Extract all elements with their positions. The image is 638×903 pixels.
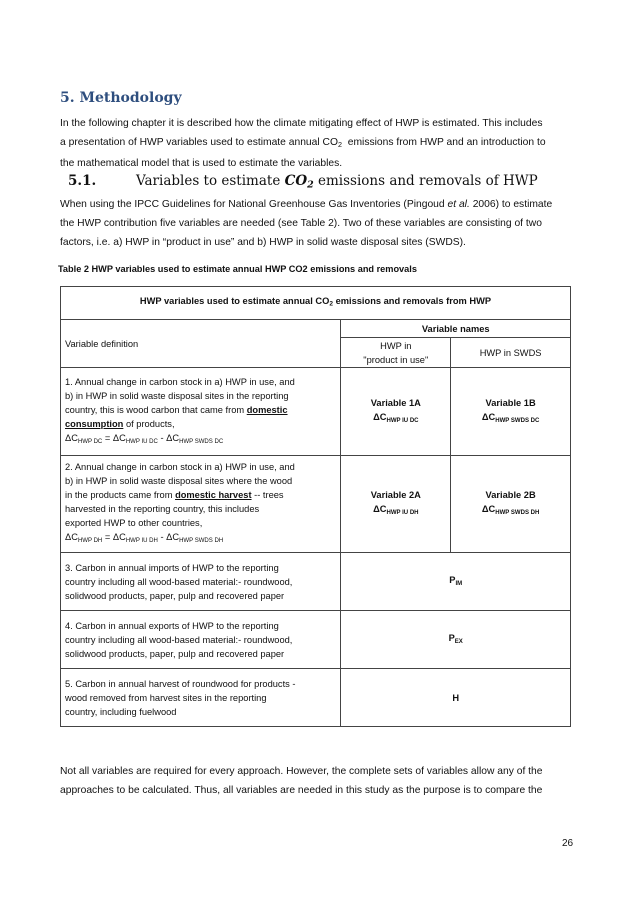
section-heading xyxy=(60,90,182,106)
sub-line-3: factors, i.e. a) HWP in “product in use” and b) HWP in solid waste disposal sites (SWDS). xyxy=(60,237,466,248)
subsection-number: 5.1. xyxy=(68,173,97,189)
table-title-row xyxy=(61,287,571,320)
table-caption: Table 2 HWP variables used to estimate annual HWP CO2 emissions and removals xyxy=(58,264,417,274)
table-row xyxy=(61,456,571,553)
row4-definition: 4. Carbon in annual exports of HWP to the reporting country including all wood-based material:- roundwood, solidwood products, paper, pulp and recovered paper xyxy=(61,611,341,669)
subsection-heading: 5.1. Variables to estimate $CO_2$ emissions and removals of HWP xyxy=(68,173,538,191)
sub-line-1: When using the IPCC Guidelines for National Greenhouse Gas Inventories (Pingoud et al. 2006) to estimate xyxy=(60,199,553,210)
row2-definition: 2. Annual change in carbon stock in a) HWP in use, and b) in HWP in solid waste disposal sites where the wood in the products came from domestic harvest -- trees harvested in the reporting country, this includes exported HWP to other countries, ΔCHWP DH = ΔCHWP IU DH - ΔCHWP SWDS DH xyxy=(61,456,341,553)
row1-variable-1b: Variable 1B ΔCHWP SWDS DC xyxy=(451,368,571,456)
section-title: Methodology xyxy=(79,90,182,106)
table-row xyxy=(61,669,571,727)
intro-line-2: a presentation of HWP variables used to estimate annual $CO_2$ emissions from HWP and an introduction to xyxy=(60,137,546,149)
row2-formula: ΔCHWP DH = ΔCHWP IU DH - ΔCHWP SWDS DH xyxy=(65,532,224,544)
header-hwp-in-swds: HWP in SWDS xyxy=(451,338,571,368)
row5-variable-h: H xyxy=(341,669,571,727)
page-number: 26 xyxy=(562,838,574,849)
header-variable-definition: Variable definition xyxy=(61,320,341,368)
sub-line-2: the HWP contribution five variables are needed (see Table 2). Two of these variables are consisting of two xyxy=(60,218,542,229)
closing-line-2: approaches to be calculated. Thus, all variables are needed in this study as the purpose is to compare the xyxy=(60,785,543,796)
closing-line-1: Not all variables are required for every approach. However, the complete sets of variables allow any of the xyxy=(60,766,543,777)
intro-paragraph xyxy=(60,114,580,173)
table-row xyxy=(61,611,571,669)
closing-paragraph xyxy=(60,762,580,800)
row4-variable-pex: PEX xyxy=(341,611,571,669)
table-row xyxy=(61,553,571,611)
table-row xyxy=(61,368,571,456)
row1-variable-1a: Variable 1A ΔCHWP IU DC xyxy=(341,368,451,456)
intro-line-1: In the following chapter it is described how the climate mitigating effect of HWP is estimated. This includes xyxy=(60,118,543,129)
subsection-paragraph xyxy=(60,195,580,252)
section-number: 5. xyxy=(60,90,75,106)
header-hwp-in-use: HWP in "product in use" xyxy=(341,338,451,368)
row2-variable-2b: Variable 2B ΔCHWP SWDS DH xyxy=(451,456,571,553)
row1-formula: ΔCHWP DC = ΔCHWP IU DC - ΔCHWP SWDS DC xyxy=(65,432,224,445)
row1-definition: 1. Annual change in carbon stock in a) HWP in use, and b) in HWP in solid waste disposal sites in the reporting country, this is wood carbon that came from domestic consumption of products, ΔCHWP DC = ΔCHWP IU DC - ΔCHWP SWDS DC xyxy=(61,368,341,456)
hwp-variables-table xyxy=(60,286,571,727)
intro-line-3: the mathematical model that is used to estimate the variables. xyxy=(60,157,343,169)
table-title: HWP variables used to estimate annual $CO_2$ emissions and removals from HWP xyxy=(61,287,571,320)
header-row-1 xyxy=(61,320,571,338)
row2-variable-2a: Variable 2A ΔCHWP IU DH xyxy=(341,456,451,553)
row3-definition: 3. Carbon in annual imports of HWP to the reporting country including all wood-based material:- roundwood, solidwood products, paper, pulp and recovered paper xyxy=(61,553,341,611)
header-variable-names: Variable names xyxy=(341,320,571,338)
row5-definition: 5. Carbon in annual harvest of roundwood for products - wood removed from harvest sites in the reporting country, including fuelwood xyxy=(61,669,341,727)
row3-variable-pim: PIM xyxy=(341,553,571,611)
